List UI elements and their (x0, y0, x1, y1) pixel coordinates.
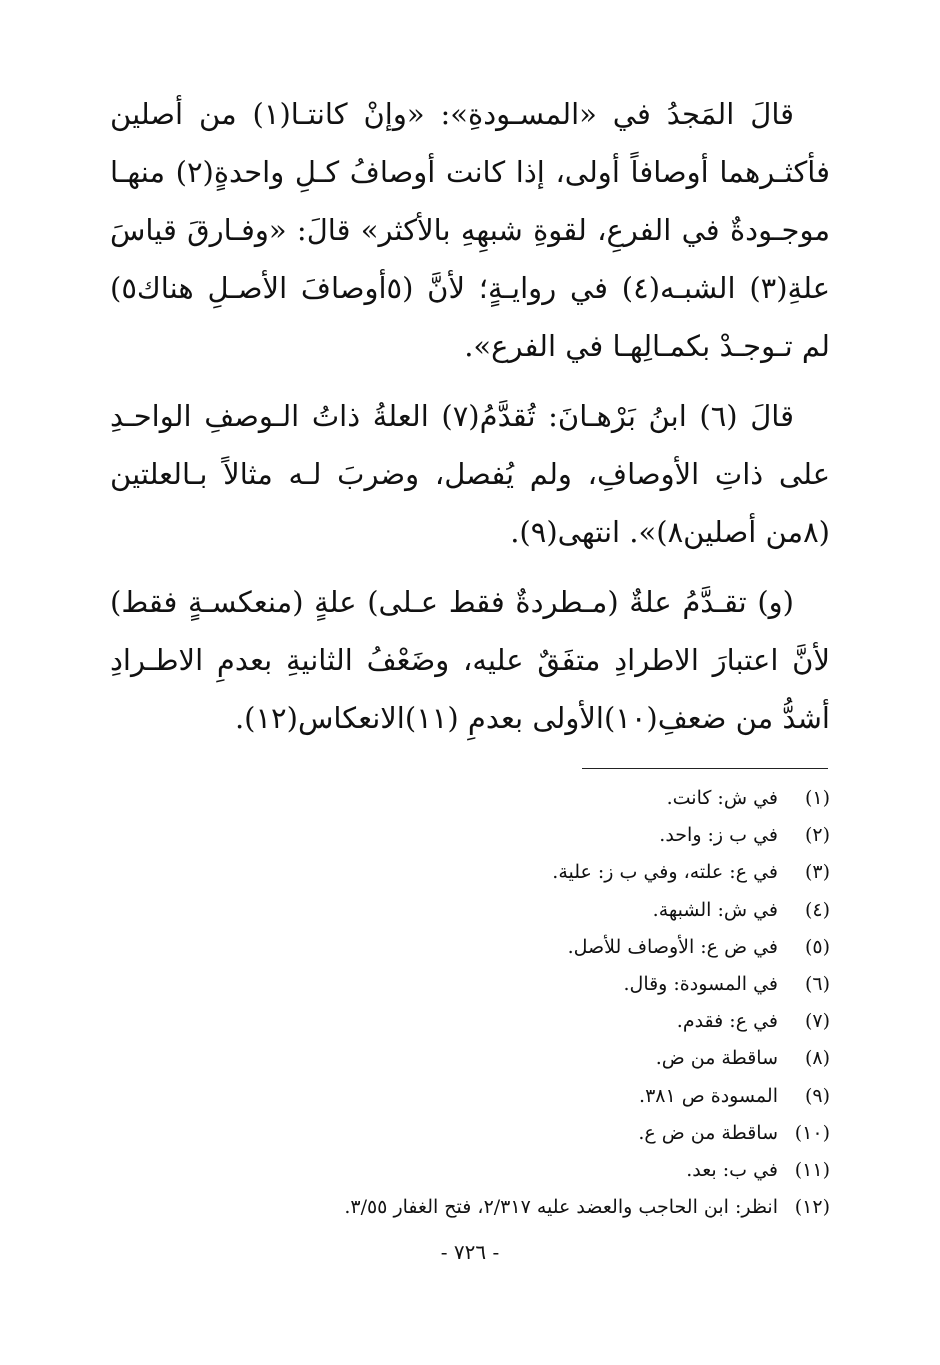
footnote-text: ساقطة من ض ع. (638, 1121, 778, 1144)
footnote-item (110, 1189, 830, 1226)
footnotes-list (110, 780, 830, 1226)
footnote-number: (٩) (804, 1084, 830, 1107)
footnote-item (110, 1078, 830, 1115)
page-number: - ٧٢٦ - (440, 1240, 500, 1264)
footnote-item (110, 1003, 830, 1040)
footnote-divider (582, 768, 828, 769)
footnote-number: (٧) (804, 1010, 830, 1033)
footnote-number: (١٢) (794, 1196, 830, 1219)
footnote-number: (٢) (804, 824, 830, 847)
footnote-number: (٣) (804, 861, 830, 884)
footnote-number: (٥) (804, 935, 830, 958)
footnote-number: (٦) (804, 973, 830, 996)
footnote-text: في ش: الشبهة. (652, 898, 778, 921)
paragraph-ibn-burhan: قالَ (٦) ابنُ بَرْهـانَ: تُقدَّمُ(٧) العلةُ ذاتُ الـوصفِ الواحـدِ على ذاتِ الأوصافِ، ولم يُفصل، وضربَ لـه مثالاً بـالعلتين (٨من أصلين٨)». انتهى(٩). (110, 399, 830, 549)
paragraph-mutarrada: (و) تقـدَّمُ علةٌ (مـطردةٌ فقط عـلى) علةٍ (منعكسـةٍ فقط) لأنَّ اعتبارَ الاطرادِ متفَقٌ عليه، وضَعْفُ الثانيةِ بعدمِ الاطـرادِ أشدُّ من ضعفِ(١٠)الأولى بعدمِ (١١)الانعكاس(١٢). (110, 585, 830, 735)
paragraph-majd-quote: قالَ المَجدُ في «المسـودةِ»: «وإنْ كانتـا(١) من أصلين فأكثـرهما أوصافاً أولى، إذا كانت أوصافُ كـلِ واحدةٍ(٢) منهـا موجـودةٌ في الفرعِ، لقوةِ شبهِهِ بالأكثر» قالَ: «وفـارقَ قياسَ علةِ(٣) الشبـه(٤) في روايـةٍ؛ لأنَّ (٥أوصافَ الأصـلِ هناك٥) لم تـوجـدْ بكمـالِهـا في الفرع». (110, 97, 831, 363)
footnote-text: في ب ز: واحد. (659, 824, 778, 847)
footnote-item (110, 780, 830, 817)
footnote-text: انظر: ابن الحاجب والعضد عليه ٢/٣١٧، فتح الغفار ٣/٥٥. (344, 1196, 778, 1219)
footnote-item (110, 817, 830, 854)
footnote-item (110, 1040, 830, 1077)
footnote-text: في ب: بعد. (686, 1159, 778, 1182)
footnote-text: في ض ع: الأوصاف للأصل. (567, 935, 778, 958)
footnote-item (110, 929, 830, 966)
footnote-number: (٨) (804, 1047, 830, 1070)
footnote-number: (١٠) (794, 1121, 830, 1144)
footnote-text: ساقطة من ض. (655, 1047, 778, 1070)
footnote-item (110, 1152, 830, 1189)
footnote-text: المسودة ص ٣٨١. (639, 1084, 778, 1107)
footnote-item (110, 854, 830, 891)
footnote-text: في ع: علته، وفي ب ز: علية. (552, 861, 778, 884)
footnote-item (110, 892, 830, 929)
footnote-text: في ع: فقدم. (676, 1010, 778, 1033)
footnote-text: في المسودة: وقال. (623, 973, 778, 996)
footnote-number: (١١) (794, 1159, 830, 1182)
footnote-item (110, 1115, 830, 1152)
footnote-item (110, 966, 830, 1003)
footnote-number: (٤) (804, 898, 830, 921)
main-text (110, 85, 830, 759)
footnote-number: (١) (804, 787, 830, 809)
footnote-text: في ش: كانت. (666, 787, 778, 809)
